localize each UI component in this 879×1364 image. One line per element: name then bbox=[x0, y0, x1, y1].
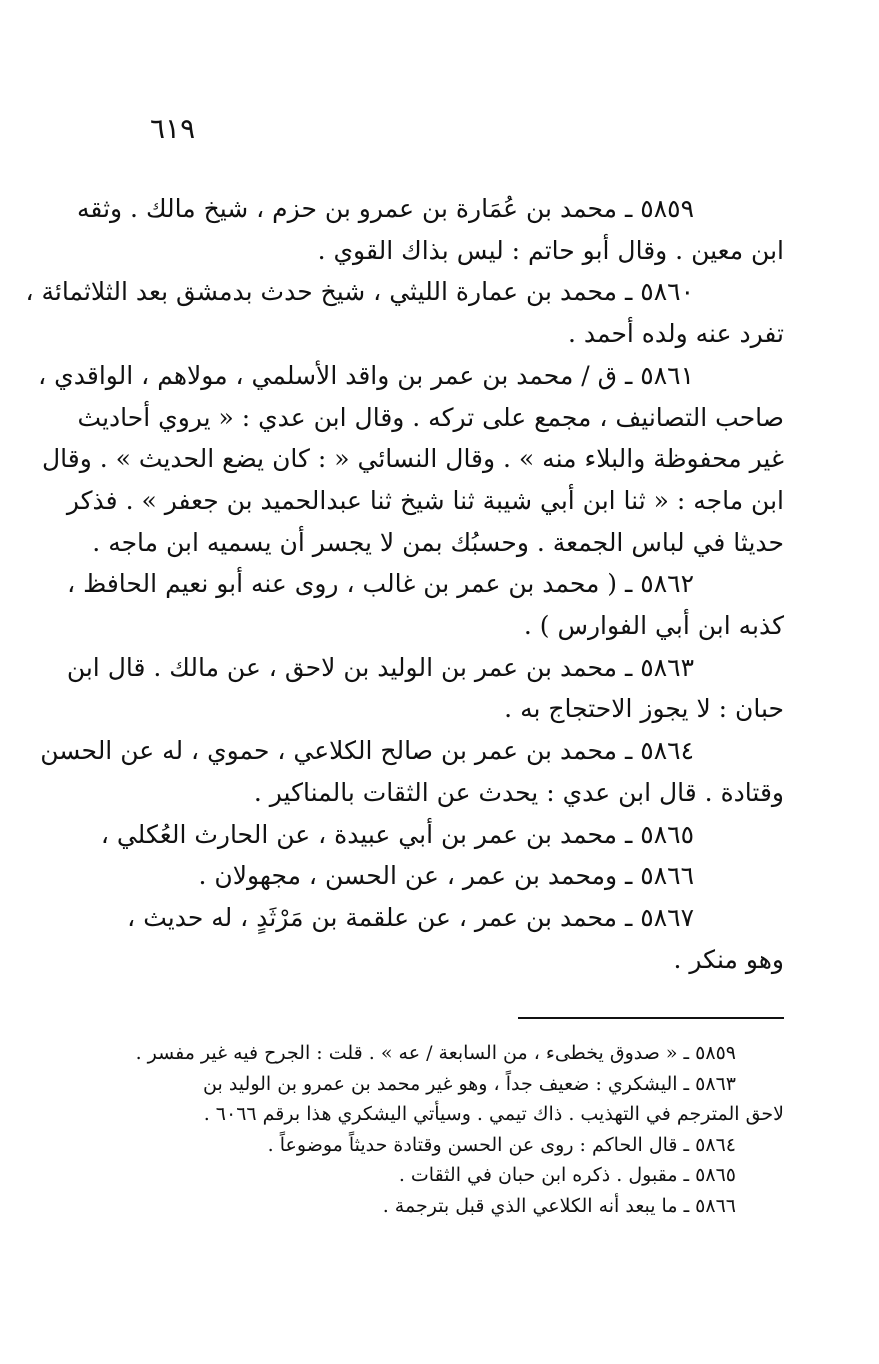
footnote-line: ٥٨٦٤ ـ قال الحاكم : روى عن الحسن وقتادة حديثاً موضوعاً . bbox=[267, 1133, 736, 1156]
text-line: ٥٨٦٠ ـ محمد بن عمارة الليثي ، شيخ حدث بدمشق بعد الثلاثمائة ، bbox=[25, 277, 694, 307]
text-line: ٥٨٦٧ ـ محمد بن عمر ، عن علقمة بن مَرْثَدٍ ، له حديث ، bbox=[127, 902, 694, 932]
text-line: وقتادة . قال ابن عدي : يحدث عن الثقات بالمناكير . bbox=[253, 777, 784, 807]
text-line: وهو منكر . bbox=[673, 944, 784, 974]
text-line: صاحب التصانيف ، مجمع على تركه . وقال ابن عدي : « يروي أحاديث bbox=[77, 402, 784, 432]
main-text bbox=[25, 188, 784, 980]
page-number: ٦١٩ bbox=[150, 112, 196, 145]
text-line: ٥٨٦٢ ـ ( محمد بن عمر بن غالب ، روى عنه أبو نعيم الحافظ ، bbox=[67, 569, 694, 599]
text-line: ٥٨٦٥ ـ محمد بن عمر بن أبي عبيدة ، عن الحارث العُكلي ، bbox=[100, 819, 694, 849]
text-line: ٥٨٦٣ ـ محمد بن عمر بن الوليد بن لاحق ، عن مالك . قال ابن bbox=[66, 652, 694, 682]
footnote-line: ٥٨٦٥ ـ مقبول . ذكره ابن حبان في الثقات . bbox=[398, 1164, 736, 1186]
text-line: ٥٨٦١ ـ ق / محمد بن عمر بن واقد الأسلمي ، مولاهم ، الواقدي ، bbox=[38, 360, 694, 390]
text-line: ٥٨٦٦ ـ ومحمد بن عمر ، عن الحسن ، مجهولان . bbox=[198, 861, 694, 891]
text-line: كذبه ابن أبي الفوارس ) . bbox=[523, 611, 784, 641]
text-line: حبان : لا يجوز الاحتجاج به . bbox=[504, 694, 784, 724]
text-line: حديثا في لباس الجمعة . وحسبُك بمن لا يجسر أن يسميه ابن ماجه . bbox=[92, 527, 784, 557]
text-line: تفرد عنه ولده أحمد . bbox=[567, 319, 784, 349]
text-line: غير محفوظة والبلاء منه » . وقال النسائي « : كان يضع الحديث » . وقال bbox=[42, 444, 784, 474]
footnote-line: لاحق المترجم في التهذيب . ذاك تيمي . وسيأتي اليشكري هذا برقم ٦٠٦٦ . bbox=[203, 1103, 784, 1125]
footnotes bbox=[130, 1038, 784, 1221]
text-line: ابن ماجه : « ثنا ابن أبي شيبة ثنا شيخ ثنا عبدالحميد بن جعفر » . فذكر bbox=[66, 485, 784, 515]
text-line: ٥٨٥٩ ـ محمد بن عُمَارة بن عمرو بن حزم ، شيخ مالك . وثقه bbox=[77, 194, 694, 223]
footnote-separator bbox=[518, 1017, 784, 1019]
text-line: ٥٨٦٤ ـ محمد بن عمر بن صالح الكلاعي ، حموي ، له عن الحسن bbox=[40, 736, 694, 766]
footnote-line: ٥٨٦٣ ـ اليشكري : ضعيف جداً ، وهو غير محمد بن عمرو بن الوليد بن bbox=[203, 1072, 736, 1095]
footnote-line: ٥٨٦٦ ـ ما يبعد أنه الكلاعي الذي قبل بترجمة . bbox=[382, 1194, 736, 1217]
text-line: ابن معين . وقال أبو حاتم : ليس بذاك القوي . bbox=[317, 235, 784, 265]
footnote-line: ٥٨٥٩ ـ « صدوق يخطىء ، من السابعة / عه » . قلت : الجرح فيه غير مفسر . bbox=[135, 1042, 736, 1064]
